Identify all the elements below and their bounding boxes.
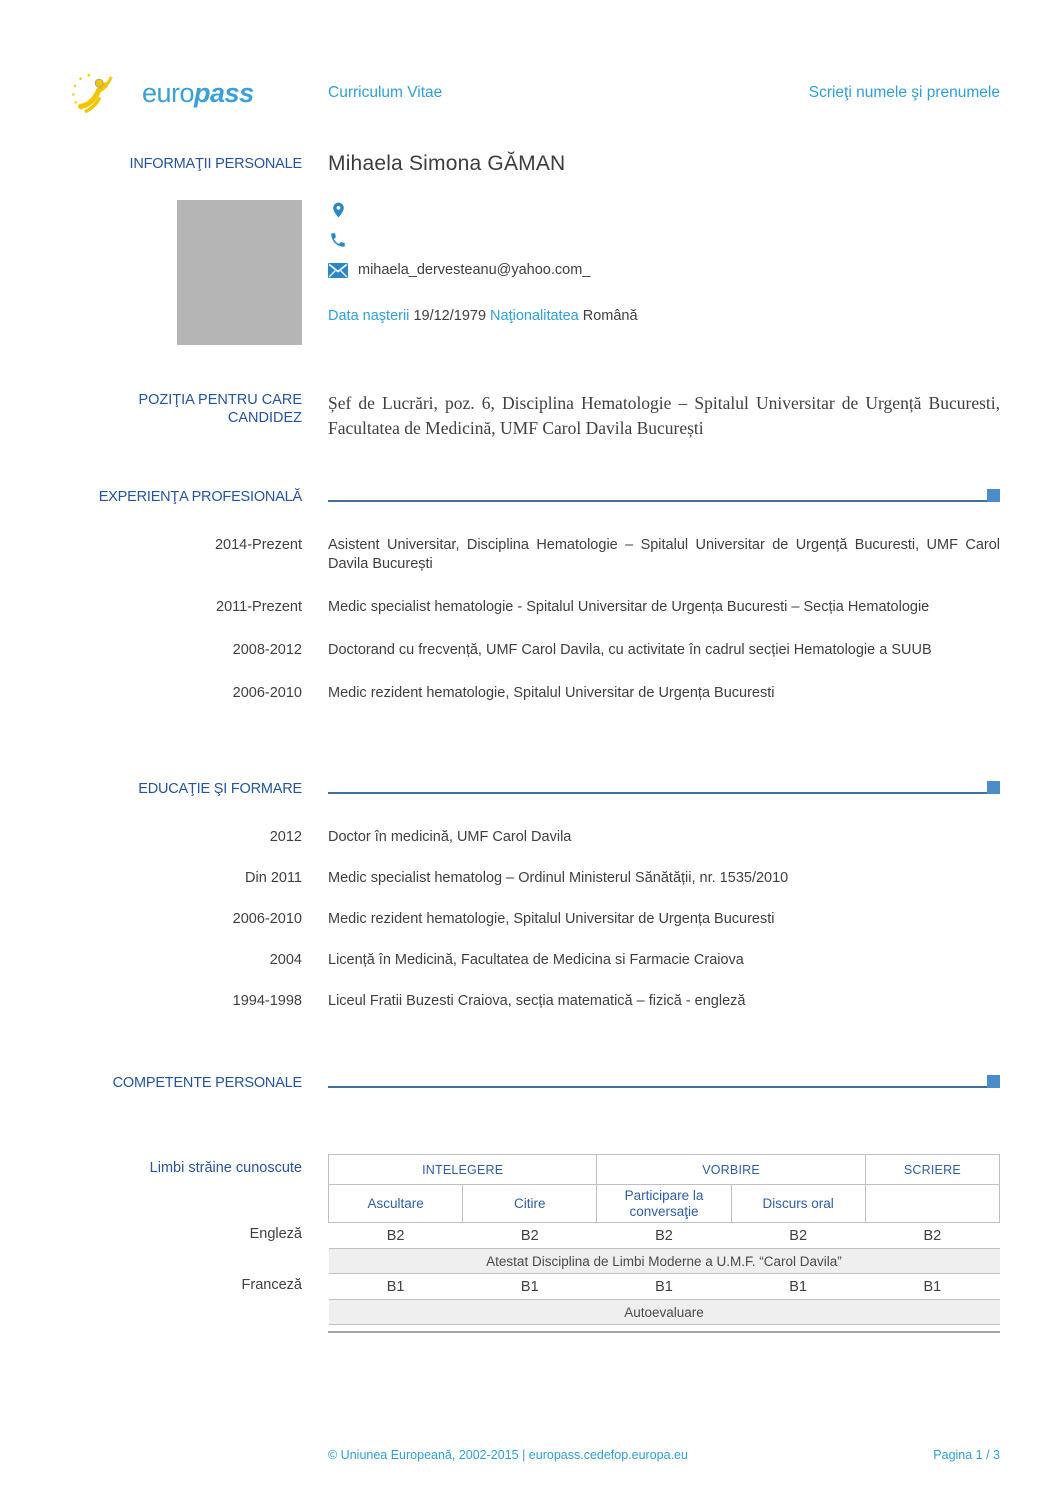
language-note-row	[329, 1249, 1000, 1274]
education-entry	[70, 951, 1000, 970]
position-label-line2: CANDIDEZ	[227, 410, 302, 426]
entry-description: Asistent Universitar, Disciplina Hematologie – Spitalul Universitar de Urgență Bucuresti, UMF Carol Davila București	[328, 537, 1000, 572]
languages-table	[328, 1154, 1000, 1325]
language-level-row	[329, 1274, 1000, 1300]
education-entry	[70, 992, 1000, 1011]
email-address-link[interactable]: mihaela_dervesteanu@yahoo.com_	[358, 262, 591, 278]
entry-description: Medic specialist hematologie - Spitalul Universitar de Urgența Bucuresti – Secția Hematologie	[328, 599, 930, 615]
section-rule-square	[987, 489, 1000, 502]
level-cell: B1	[463, 1274, 597, 1300]
contact-details	[328, 200, 1000, 324]
name-hint-label: Scrieţi numele şi prenumele	[808, 84, 1000, 101]
position-section-label	[70, 391, 302, 427]
birth-date-label: Data naşterii	[328, 308, 410, 324]
europass-logo	[70, 64, 302, 122]
experience-entries	[70, 536, 1000, 703]
sub-header-empty	[865, 1185, 999, 1223]
photo-cell	[70, 200, 302, 345]
language-name: Franceză	[241, 1277, 302, 1293]
entry-description: Medic specialist hematolog – Ordinul Ministerul Sănătății, nr. 1535/2010	[328, 870, 789, 886]
languages-labels	[70, 1154, 302, 1324]
entry-description: Medic rezident hematologie, Spitalul Universitar de Urgența Bucuresti	[328, 911, 775, 927]
contact-row	[70, 200, 1000, 345]
personal-section-label: INFORMAŢII PERSONALE	[129, 155, 302, 172]
level-cell: B1	[329, 1274, 463, 1300]
competences-section-heading	[70, 1075, 1000, 1092]
language-note-row	[329, 1300, 1000, 1325]
sub-header: Citire	[463, 1185, 597, 1223]
group-header: VORBIRE	[597, 1155, 865, 1185]
nationality-value: Română	[582, 308, 638, 324]
entry-period: 2006-2010	[232, 911, 302, 927]
europass-figure-icon	[70, 64, 140, 122]
email-line	[328, 260, 1000, 280]
sub-header: Ascultare	[329, 1185, 463, 1223]
email-envelope-icon	[328, 260, 348, 280]
level-cell: B1	[597, 1274, 731, 1300]
level-cell: B2	[597, 1223, 731, 1249]
position-label-line1: POZIŢIA PENTRU CARE	[138, 392, 302, 408]
svg-text:★: ★	[86, 73, 92, 80]
entry-period: Din 2011	[245, 870, 302, 886]
birth-date-value: 19/12/1979	[413, 308, 487, 324]
level-cell: B2	[731, 1223, 865, 1249]
entry-period: 1994-1998	[232, 993, 302, 1009]
education-entry	[70, 910, 1000, 929]
person-name: Mihaela Simona GĂMAN	[328, 152, 566, 175]
page-footer	[70, 1448, 1000, 1462]
experience-entry	[70, 684, 1000, 703]
table-bottom-rule	[328, 1331, 1000, 1333]
svg-text:★: ★	[107, 74, 114, 83]
sub-header: Participare la conversaţie	[597, 1185, 731, 1223]
entry-period: 2012	[269, 829, 302, 845]
experience-section-label: EXPERIENŢA PROFESIONALĂ	[98, 489, 302, 505]
entry-period: 2014-Prezent	[214, 537, 302, 553]
entry-period: 2006-2010	[232, 685, 302, 701]
document-type-label: Curriculum Vitae	[328, 84, 443, 101]
footer-spacer	[70, 1448, 302, 1462]
phone-icon	[328, 230, 348, 250]
experience-section-heading	[70, 489, 1000, 506]
entry-description: Doctorand cu frecvență, UMF Carol Davila, cu activitate în cadrul secției Hematologie a SUUB	[328, 642, 932, 658]
section-rule-square	[987, 1075, 1000, 1088]
experience-entry	[70, 641, 1000, 660]
entry-period: 2011-Prezent	[216, 599, 302, 615]
personal-info-row	[70, 152, 1000, 176]
svg-text:★: ★	[73, 101, 78, 107]
language-note: Autoevaluare	[329, 1300, 1000, 1325]
entry-period: 2004	[269, 952, 302, 968]
footer-copyright: © Uniunea Europeană, 2002-2015 | europass.cedefop.europa.eu	[328, 1448, 688, 1462]
table-sub-header-row	[329, 1185, 1000, 1223]
nationality-label: Naţionalitatea	[490, 308, 579, 324]
birth-nationality-line	[328, 308, 1000, 324]
photo-placeholder	[177, 200, 302, 345]
logo-pass: pass	[194, 77, 254, 108]
logo-wordmark	[142, 78, 254, 109]
languages-table-wrap	[328, 1154, 1000, 1333]
competences-section-rule	[328, 1086, 1000, 1088]
group-header: INTELEGERE	[329, 1155, 597, 1185]
entry-description: Liceul Fratii Buzesti Craiova, secția matematică – fizică - engleză	[328, 993, 746, 1009]
level-cell: B2	[463, 1223, 597, 1249]
page-header	[70, 0, 1000, 122]
header-content	[328, 84, 1000, 102]
footer-page-number: Pagina 1 / 3	[933, 1448, 1000, 1462]
svg-text:★: ★	[78, 76, 83, 83]
level-cell: B2	[329, 1223, 463, 1249]
address-line	[328, 200, 1000, 220]
language-level-row	[329, 1223, 1000, 1249]
education-entries	[70, 828, 1000, 1011]
entry-description: Medic rezident hematologie, Spitalul Universitar de Urgența Bucuresti	[328, 685, 775, 701]
level-cell: B2	[865, 1223, 999, 1249]
experience-entry	[70, 536, 1000, 574]
logo-euro: euro	[142, 77, 195, 108]
position-row	[70, 391, 1000, 441]
competences-section-label: COMPETENTE PERSONALE	[112, 1075, 302, 1091]
education-section-label: EDUCAŢIE ŞI FORMARE	[138, 781, 302, 797]
position-text: Șef de Lucrări, poz. 6, Disciplina Hematologie – Spitalul Universitar de Urgență Bucuresti, Facultatea de Medicină, UMF Carol Davila București	[328, 393, 1000, 438]
entry-description: Doctor în medicină, UMF Carol Davila	[328, 829, 572, 845]
table-group-header-row	[329, 1155, 1000, 1185]
experience-entry	[70, 598, 1000, 617]
logo-area	[70, 64, 302, 122]
sub-header: Discurs oral	[731, 1185, 865, 1223]
level-cell: B1	[731, 1274, 865, 1300]
experience-section-rule	[328, 500, 1000, 502]
entry-description: Licență în Medicină, Facultatea de Medicina si Farmacie Craiova	[328, 952, 744, 968]
education-entry	[70, 869, 1000, 888]
education-section-heading	[70, 781, 1000, 798]
svg-text:★: ★	[79, 106, 84, 112]
location-pin-icon	[328, 200, 348, 220]
language-name: Engleză	[249, 1226, 302, 1242]
level-cell: B1	[865, 1274, 999, 1300]
svg-text:★: ★	[72, 84, 78, 90]
footer-content	[328, 1448, 1000, 1462]
language-note: Atestat Disciplina de Limbi Moderne a U.M.F. “Carol Davila”	[329, 1249, 1000, 1274]
education-entry	[70, 828, 1000, 847]
education-section-rule	[328, 792, 1000, 794]
phone-line	[328, 230, 1000, 250]
svg-text:★: ★	[71, 92, 76, 98]
languages-block	[70, 1154, 1000, 1333]
languages-row-label: Limbi străine cunoscute	[149, 1160, 302, 1176]
entry-period: 2008-2012	[232, 642, 302, 658]
section-rule-square	[987, 781, 1000, 794]
group-header: SCRIERE	[865, 1155, 999, 1185]
